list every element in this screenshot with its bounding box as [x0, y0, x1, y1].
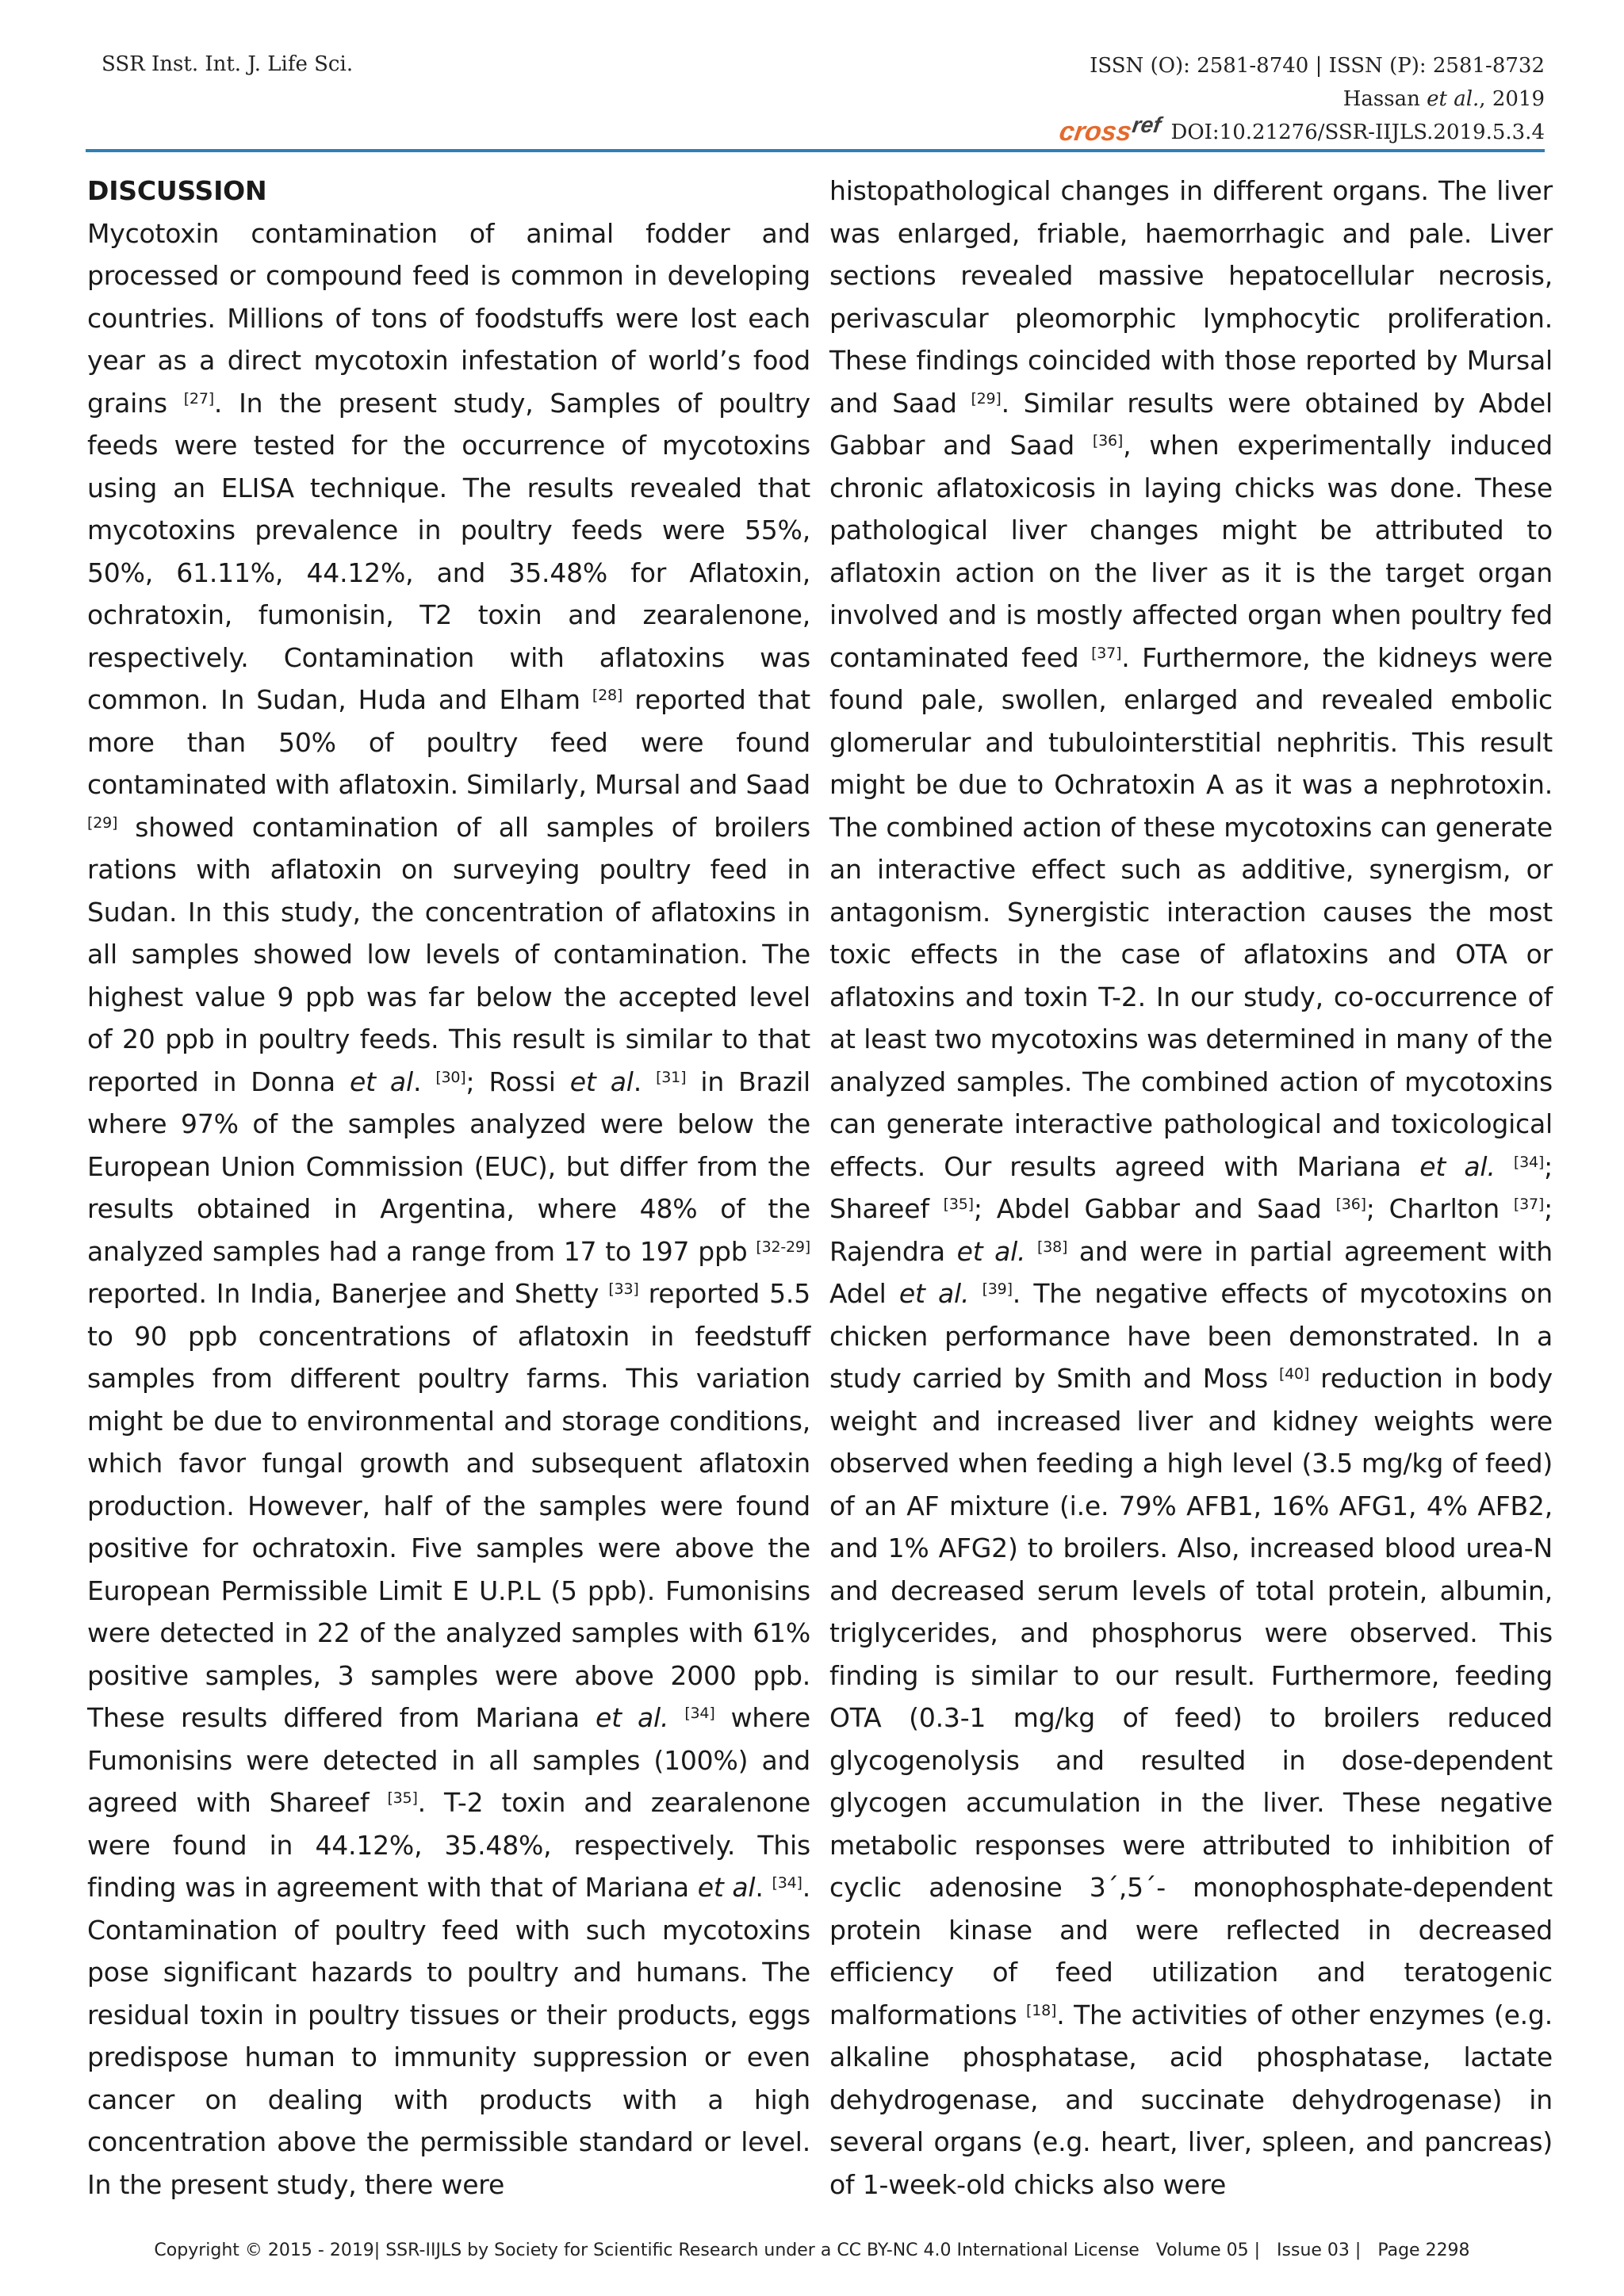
citation-ref: [28] — [592, 687, 623, 704]
italic-text: et al. — [596, 1702, 669, 1733]
text-run: . — [412, 1066, 436, 1097]
page-footer — [0, 2241, 1624, 2260]
text-run: Mycotoxin contamination of animal fodder and processed or compound feed is common in developing countries. Millions of tons of foodstuffs were lost each year as a direct mycotoxin infestation of world’s food grains — [87, 217, 810, 419]
text-run: ; Shareef — [829, 1150, 1553, 1224]
text-run: . Furthermore, the kidneys were found pale, swollen, enlarged and revealed embolic glomerular and tubulointerstitial nephritis. This result might be due to Ochratoxin A as it was a nephrotoxin. The combined action of these mycotoxins can generate an interactive effect such as additive, synergism, or antagonism. Synergistic interaction causes the most toxic effects in the case of aflatoxins and OTA or aflatoxins and toxin T-2. In our study, co-occurrence of at least two mycotoxins was determined in many of the analyzed samples. The combined action of mycotoxins can generate interactive pathological and toxicological effects. Our results agreed with Mariana — [829, 641, 1553, 1182]
citation-ref: [18] — [1026, 2001, 1057, 2019]
citation-ref: [34] — [684, 1705, 715, 1722]
text-run: . The negative effects of mycotoxins on chicken performance have been demonstrated. In a study carried by Smith and Moss — [829, 1278, 1553, 1394]
text-run: . The activities of other enzymes (e.g. alkaline phosphatase, acid phosphatase, lactate dehydrogenase, and succinate dehydrogenase) in several organs (e.g. heart, liver, spleen, and pancreas) of 1-week-old chicks also were — [829, 1999, 1553, 2200]
text-run: . — [755, 1872, 772, 1903]
text-run: . Contamination of poultry feed with such mycotoxins pose significant hazards to poultry and humans. The residual toxin in poultry tissues or their products, eggs predispose human to immunity suppression or even cancer on dealing with products with a high concentration above the permissible standard or level. In the present study, there were — [87, 1872, 811, 2200]
citation-ref: [34] — [772, 1874, 802, 1892]
italic-text: et al. — [898, 1278, 970, 1309]
issn-line: ISSN (O): 2581-8740 | ISSN (P): 2581-8732 — [1090, 54, 1545, 78]
section-heading: DISCUSSION — [87, 175, 267, 206]
citation-ref: [37] — [1513, 1196, 1545, 1213]
citation-ref: [38] — [1037, 1238, 1068, 1256]
citation-ref: [29] — [971, 389, 1002, 408]
text-run: histopathological changes in different organs. The liver was enlarged, friable, haemorrhagic and pale. Liver sections revealed massive hepatocellular necrosis, perivascular pleomorphic lymphocytic proliferation. These findings coincided with those reported by Mursal and Saad — [829, 175, 1553, 419]
author-line — [990, 82, 1545, 116]
body-paragraph-left — [87, 212, 810, 2206]
text-run: and were in partial agreement with Adel — [829, 1235, 1553, 1309]
doi-text: DOI:10.21276/SSR-IIJLS.2019.5.3.4 — [1170, 121, 1545, 144]
text-run: ; Abdel Gabbar and Saad — [973, 1193, 1336, 1224]
text-run — [1496, 1151, 1514, 1182]
citation-ref: [30] — [435, 1068, 466, 1086]
journal-name: SSR Inst. Int. J. Life Sci. — [102, 52, 354, 76]
text-run: . Similar results were obtained by Abdel Gabbar and Saad — [829, 387, 1553, 461]
citation-ref: [36] — [1092, 432, 1124, 450]
body-paragraph-right — [829, 170, 1553, 2206]
text-run — [668, 1702, 684, 1733]
italic-text: et al. — [956, 1235, 1026, 1267]
text-run — [969, 1278, 982, 1309]
italic-text: et al. — [1419, 1150, 1496, 1182]
footer-page: Page 2298 — [1377, 2241, 1470, 2260]
text-run: . In the present study, Samples of poultry feeds were tested for the occurrence of mycotoxins using an ELISA technique. The results revealed that mycotoxins prevalence in poultry feeds were 55%, 50%, 61.11%, 44.12%, and 35.48% for Aflatoxin, ochratoxin, fumonisin, T2 toxin and zearalenone, respectively. Contamination with aflatoxins was common. In Sudan, Huda and Elham — [87, 387, 810, 715]
text-run: ; Rajendra — [829, 1193, 1553, 1267]
citation-ref: [35] — [387, 1789, 418, 1807]
citation-ref: [40] — [1278, 1365, 1310, 1383]
text-run: reported. In India, Banerjee and Shetty — [87, 1278, 609, 1309]
text-run: reported 5.5 to 90 ppb concentrations of aflatoxin in feedstuff samples from different poultry farms. This variation might be due to environmental and storage conditions, which favor fungal growth and subsequent aflatoxin production. However, half of the samples were found positive for ochratoxin. Five samples were above the European Permissible Limit E U.P.L (5 ppb). Fumonisins were detected in 22 of the analyzed samples with 61% positive samples, 3 samples were above 2000 ppb. These results differed from Mariana — [87, 1278, 811, 1733]
text-run: . T-2 toxin and zearalenone were found in 44.12%, 35.48%, respectively. This finding was in agreement with that of Mariana — [87, 1787, 810, 1903]
text-run: , when experimentally induced chronic aflatoxicosis in laying chicks was done. These pathological liver changes might be attributed to aflatoxin action on the liver as it is the target organ involved and is mostly affected organ when poultry fed contaminated feed — [829, 430, 1553, 673]
citation-ref: [27] — [183, 389, 214, 408]
header-right — [990, 49, 1545, 149]
doi-row — [990, 113, 1545, 149]
citation-ref: [32-29] — [756, 1238, 810, 1256]
italic-text: et al — [569, 1066, 634, 1097]
footer-issue: Issue 03 | — [1277, 2241, 1362, 2260]
text-run: . — [633, 1066, 657, 1097]
text-run — [1025, 1236, 1037, 1267]
text-run: showed contamination of all samples of broilers rations with aflatoxin on surveying poultry feed in Sudan. In this study, the concentration of aflatoxins in all samples showed low levels of contamination. The highest value 9 ppb was far below the accepted level of 20 ppb in poultry feeds. This result is similar to that reported in Donna — [87, 811, 810, 1097]
author-year: , 2019 — [1479, 87, 1545, 111]
right-column — [829, 170, 1553, 2206]
citation-ref: [29] — [87, 813, 118, 832]
text-run: reported that more than 50% of poultry feed were found contaminated with aflatoxin. Similarly, Mursal and Saad — [87, 684, 810, 800]
author-etal: et al. — [1427, 87, 1480, 111]
text-run: ; Charlton — [1365, 1193, 1514, 1224]
citation-ref: [34] — [1513, 1153, 1545, 1171]
text-run: where Fumonisins were detected in all samples (100%) and agreed with Shareef — [87, 1702, 810, 1818]
italic-text: et al — [350, 1066, 413, 1097]
left-column — [87, 170, 810, 2206]
footer-copyright: Copyright © 2015 - 2019| SSR-IIJLS by Society for Scientific Research under a CC BY-NC 4.0 International License — [154, 2241, 1139, 2260]
text-run: reduction in body weight and increased liver and kidney weights were observed when feeding a high level (3.5 mg/kg of feed) of an AF mixture (i.e. 79% AFB1, 16% AFG1, 4% AFB2, and 1% AFG2) to broilers. Also, increased blood urea-N and decreased serum levels of total protein, albumin, triglycerides, and phosphorus were observed. This finding is similar to our result. Furthermore, feeding OTA (0.3-1 mg/kg of feed) to broilers reduced glycogenolysis and resulted in dose-dependent glycogen accumulation in the liver. These negative metabolic responses were attributed to inhibition of cyclic adenosine 3´,5´- monophosphate-dependent protein kinase and were reflected in decreased efficiency of feed utilization and teratogenic malformations — [829, 1363, 1553, 2030]
citation-ref: [35] — [943, 1196, 974, 1213]
citation-ref: [37] — [1091, 644, 1122, 662]
text-run: ; Rossi — [465, 1066, 570, 1097]
citation-ref: [33] — [608, 1280, 639, 1298]
citation-ref: [36] — [1335, 1196, 1366, 1213]
header-divider — [86, 149, 1545, 152]
italic-text: et al — [697, 1872, 756, 1903]
footer-volume: Volume 05 | — [1155, 2241, 1261, 2260]
citation-ref: [39] — [982, 1280, 1013, 1298]
text-run: in Brazil where 97% of the samples analyzed were below the European Union Commission (EUC), but differ from the results obtained in Argentina, where 48% of the analyzed samples had a range from 17 to 197 ppb — [87, 1066, 811, 1267]
crossref-logo-icon[interactable]: cross$^{ref}$ — [1057, 113, 1162, 147]
citation-ref: [31] — [656, 1068, 687, 1086]
author-name: Hassan — [1342, 87, 1420, 111]
